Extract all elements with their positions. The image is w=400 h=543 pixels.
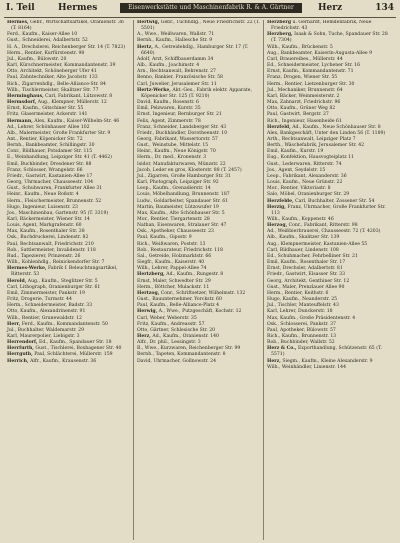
directory-entry <box>7 359 130 365</box>
entry-text: Akt.-Ges., Fabrik elektr. Apparate, Köpenicker Str. 125 (T. 9210) <box>141 87 252 99</box>
entry-text: Max, Kaufm., Alte Schönhauser Str. 5 <box>137 210 225 216</box>
entry-text: Fabrik f. Beleuchtungsartikel, Ritterstr. 53 <box>11 266 118 278</box>
entry-text: Ferd., Kaufm., Kommandantenstr. 50 <box>21 321 108 327</box>
entry-text: Jacob, Leder en gros, Klosterstr. 88 (T. 2457) <box>137 167 242 173</box>
entry-text: Carl, Weber, Weberstr. 35 <box>137 315 197 321</box>
entry-text: Otto, Architekt, Schöneberger Ufer 41 <box>7 69 97 75</box>
entry-name: Herold, <box>7 278 27 284</box>
entry-name: Herzfeld, <box>267 124 291 130</box>
entry-text: Alb., Malermeister, Große Frankfurter Str. 9 <box>7 130 111 136</box>
entry-text: Gust., Maler, Prenzlauer Allee 90 <box>267 284 345 290</box>
entry-text: Carl, Buchhalter, Zossener Str. 54 <box>295 198 375 204</box>
directory-entry <box>267 365 391 371</box>
entry-text: Leop., Fabrikant, Alexanderstr. 36 <box>267 173 347 179</box>
entry-name: Hertzog, <box>137 290 160 296</box>
entry-text: Conr., Schriftsetzer, Wilhelmstr. 132 <box>160 290 246 296</box>
entry-text: Carl, Brauereibes., Müllerstr. 44 <box>267 56 343 62</box>
entry-name: Herzberg <box>267 20 292 25</box>
entry-name: Herzberg, <box>267 32 293 38</box>
entry-text: Emil, Buchbinder, Dresdener Str. 88 <box>7 161 92 167</box>
entry-text: A., Wwe., Weißwaren, Wallstr. 71 <box>137 32 215 38</box>
entry-text: Herm., Dr. med., Kronenstr. 3 <box>137 155 207 161</box>
entry-text: Georg, Architekt, Genthiner Str. 12 <box>267 278 350 284</box>
entry-text: Hugo, Ingenieur, Luisenstr. 23 <box>7 204 78 210</box>
entry-text: Gust., Tischlerei, Boxhagener Str. 40 <box>35 346 122 352</box>
entry-text: Herm., Rentier, Lietzenburger Str. 30 <box>267 81 355 87</box>
directory-entry <box>267 32 391 44</box>
entry-text: Rich., Kaufm., Brunnenstr. 13 <box>267 333 337 339</box>
entry-text: Aug., Klempnermeister, Kastanien-Allee 55 <box>267 241 368 247</box>
keyword-left: Hermes <box>58 3 98 13</box>
entry-text: Wilh., Rentier, Grunewaldstr. 12 <box>7 315 82 321</box>
entry-name: Herwig, <box>137 309 158 315</box>
entry-text: Emil, Zimmermeister, Pankstr. 19 <box>7 290 85 296</box>
entry-text: Paul, Rechtsanwalt, Friedrichstr. 210 <box>7 241 94 247</box>
entry-text: Herm., Rentier, Kurfürstenstr. 98 <box>7 50 85 56</box>
entry-name: Herminghaus, <box>7 93 44 99</box>
entry-text: Ernst, Kaufm., Gitschiner Str. 55 <box>7 106 84 112</box>
entry-text: Heinr., Kaufm., Neue Königstr. 70 <box>137 149 216 155</box>
entry-text: Bernh., Bankbeamter, Schillingstr. 30 <box>7 143 95 149</box>
entry-name: Herr, <box>7 321 21 327</box>
entry-text: Conr., Fabrikant, Ritterstr. 98 <box>288 223 358 229</box>
entry-text: Franz, Drogen, Wiener Str. 55 <box>267 75 338 81</box>
entry-text: Leop., Kaufm., Grenadierstr. 14 <box>137 186 211 192</box>
entry-text: Carl, Juwelier, Jerusalemer Str. 11 <box>137 81 217 87</box>
entry-text: Rob., Buchbinder, Wallstr. 52 <box>267 340 335 346</box>
directory-entry <box>7 266 130 278</box>
column-2 <box>134 20 264 540</box>
entry-text: Georg, Fabrikant, Wassertorstr. 57 <box>137 136 218 142</box>
entry-text: Jul., Tischler, Manteuffelstr. 43 <box>267 303 339 309</box>
entry-text: Wilh., Kaufm., Brückenstr. 5 <box>267 44 333 50</box>
directory-entry <box>7 20 130 32</box>
entry-text: Louis, Kaufm., Neue Grünstr. 22 <box>267 180 343 186</box>
entry-text: Aug., Klempner, Müllerstr. 12 <box>37 100 107 106</box>
entry-text: Jos., Maschinenbau, Gartenstr. 95 (T. 3319) <box>7 210 109 216</box>
part-label: I. Teil <box>6 3 35 13</box>
entry-text: Eug., Konfektion, Hausvogteiplatz 11 <box>267 155 354 161</box>
entry-text: Mor., Rentier, Viktoriastr. 8 <box>267 186 331 192</box>
entry-text: Otto, Kaufm., Grüner Weg 82 <box>267 106 336 112</box>
entry-text: Franz, Schlosser, Wrangelstr. 66 <box>7 167 83 173</box>
entry-text: Emil, Kaufm., Rosenthaler Str. 17 <box>267 260 346 266</box>
entry-text: Isidor, Manufakturwaren, Münzstr. 22 <box>137 161 226 167</box>
entry-text: Friedr., Buchhändler, Dorotheenstr. 10 <box>137 130 228 136</box>
entry-text: Louis, Möbelhandlung, Brunnenstr. 187 <box>137 192 230 198</box>
columns-container <box>4 20 396 540</box>
entry-name: Hertzberg, <box>137 272 165 278</box>
entry-text: Bernh., Tapeten, Kommandantenstr. 8 <box>137 352 226 358</box>
entry-name: Herzfelde, <box>267 198 294 204</box>
entry-text: Gust., Lederwaren, Ritterstr. 74 <box>267 161 342 167</box>
entry-text: Carl, Bildhauer, Lindenstr. 108 <box>267 247 339 253</box>
entry-text: Karl, Bäcker, Weinmeisterstr. 2 <box>267 93 340 99</box>
entry-text: Paul, Schlächterei, Müllerstr. 159 <box>34 352 113 358</box>
entry-text: Max, Zahnarzt, Friedrichstr. 96 <box>267 100 341 106</box>
entry-text: Siegfr., Kaufm., Kaiserstr. 40 <box>137 260 205 266</box>
entry-text: Berth., Wäschefabrik, Jerusalemer Str. 42 <box>267 143 365 149</box>
entry-text: Ernst, Drechsler, Adalbertstr. 81 <box>267 266 343 272</box>
entry-text: Ad., Kaufm., Neue Schönhauser Str. 8 <box>292 124 381 130</box>
entry-text: Martin, Baumeister, Lützowufer 19 <box>137 204 219 210</box>
entry-name: Hermann, <box>7 118 33 124</box>
entry-name: Hermes-Werke, <box>7 266 47 272</box>
directory-entry <box>267 20 391 32</box>
entry-text: Gust., Bauunternehmer, Yorckstr. 60 <box>137 297 222 303</box>
entry-text: E., Weinhandlung, Leipziger Str. 41 (T. 4462) <box>7 155 112 161</box>
entry-name: Hertz, <box>137 44 154 50</box>
entry-text: A., Getreidehdlg., Hamburger Str. 17 (T. 6640) <box>141 44 249 56</box>
entry-text: Alex, Bankgeschäft, Unter den Linden 56 (T. 1189) <box>267 130 386 136</box>
entry-text: Jos., Agent, Seydelstr. 15 <box>267 167 326 173</box>
entry-text: Sal., Getreide, Holzmarktstr. 66 <box>137 253 212 259</box>
entry-name: Herrendorf, <box>7 340 38 346</box>
entry-text: Ernst, Ingenieur, Bernburger Str. 21 <box>137 112 222 118</box>
entry-text: Franz, Schneider, Landsberger Str. 43 <box>137 124 227 130</box>
entry-text: Friedr., Gastwirt, Kastanien-Allee 17 <box>7 173 93 179</box>
entry-name: Herz, <box>267 358 281 364</box>
entry-text: Jul., Kaufm., Bülowstr. 20 <box>7 56 67 62</box>
entry-text: Jul., Buchhalter, Waldemarstr. 29 <box>7 327 84 333</box>
entry-text: u. Gerhardt, Hemdenfabrik, Neue Friedrichstr. 43 <box>271 20 372 32</box>
entry-text: Osk., Schlosserei, Pankstr. 37 <box>267 321 336 327</box>
entry-text: Ad., Kaufm., Oranienstr. 140 <box>152 333 219 339</box>
column-1 <box>4 20 134 540</box>
entry-text: Nathan, Eisenwaren, Stralauer Str. 47 <box>137 223 227 229</box>
entry-text: Siegm., Kaufm., Kleine Alexanderstr. 9 <box>282 358 373 364</box>
entry-text: Herm., Böttcher, Mulackstr. 11 <box>137 284 210 290</box>
entry-text: Ed., Schuhmacher, Fehrbelliner Str. 21 <box>267 253 358 259</box>
entry-text: Alex, Kaufm., Kaiser-Wilhelm-Str. 46 <box>34 118 120 124</box>
entry-text: Rich., Ingenieur, Hasenheide 61 <box>267 118 342 124</box>
entry-text: Bernh., Kaufm., Hallesche Str. 9 <box>137 38 213 44</box>
entry-text: Ed., Kaufm., Spandauer Str. 18 <box>39 340 112 346</box>
entry-text: Ad., Kaufm., Rungestr. 8 <box>166 272 224 278</box>
entry-text: Herm., Fleischermeister, Brunnenstr. 52 <box>7 198 102 204</box>
directory-entry <box>137 359 260 365</box>
entry-text: Otto, Gärtner, Schlesische Str. 20 <box>137 327 216 333</box>
page-header <box>0 0 400 16</box>
entry-text: Alb., Kaufm., Skalitzer Str. 139 <box>267 235 340 241</box>
directory-entry <box>137 20 260 32</box>
entry-text: Karl, Kürschnermeister, Kommandantenstr. 39 <box>7 63 116 69</box>
entry-text: Gust., Schneiderei, Adalbertstr. 52 <box>7 38 88 44</box>
entry-text: Max, Kaufm., Große Präsidentenstr. 4 <box>267 315 356 321</box>
entry-name: Herrich, <box>7 358 29 364</box>
entry-text: Rud., Tapezierer, Prinzenstr. 26 <box>7 253 81 259</box>
entry-text: Gebr., Tuchhdlg., Neue Friedrichstr. 22 (T. 5501) <box>141 20 260 32</box>
entry-text: Arth., Rechtsanwalt, Leipziger Platz 7 <box>267 136 356 142</box>
entry-text: Ant., Rentier, Köpenicker Str. 72 <box>7 136 83 142</box>
column-3 <box>264 20 394 540</box>
entry-name: Hertz-Werke, <box>137 87 171 93</box>
entry-text: Isaak & Sohn, Tuche, Spandauer Str. 28 (T. 7304) <box>271 32 388 44</box>
entry-name: Herrfurth, <box>7 346 34 352</box>
entry-text: Gust., Weinstube, Mittelstr. 15 <box>137 143 209 149</box>
entry-name: Herzog, <box>267 223 288 229</box>
entry-text: Emil, Kaufm., Kurstr. 19 <box>267 149 324 155</box>
entry-text: Paul, Zahntechniker, Alte Jacobstr. 133 <box>7 75 98 81</box>
advertisement-banner: Eisenwerkstätte und Maschinenfabrik R. & A. Gärtner <box>120 3 302 13</box>
entry-text: Exporthandlung, Schützenstr. 65 (T. 5571) <box>271 346 382 358</box>
entry-text: Adolf, Arzt, Schiffbauerdamm 34 <box>137 56 214 62</box>
entry-text: Herm., Rentier, Keithstr. 6 <box>267 290 329 296</box>
entry-text: Ad., Weißbierbrauerei, Chausseestr. 72 (T. 4203) <box>267 229 381 235</box>
entry-text: Alb., Kaufm., Joachimstr. 4 <box>137 63 200 69</box>
entry-text: Aug., Kaufm., Steglitzer Str. 5 <box>27 278 98 284</box>
entry-text: Heinr., Kaufm., Neue Roßstr. 4 <box>7 192 79 198</box>
entry-text: Paul, Kaufm., Belle-Alliance-Platz 4 <box>137 303 220 309</box>
entry-text: Ed., Schneidermeister, Lychener Str. 16 <box>267 63 361 69</box>
entry-text: Ludw., Goldarbeiter, Spandauer Str. 61 <box>137 198 229 204</box>
entry-text: Arn., Rechtsanwalt, Behrenstr. 27 <box>137 69 216 75</box>
entry-text: Aug., Bankbeamter, Kaiserin-Augusta-Allee 9 <box>267 50 373 56</box>
entry-text: Emil, Pelzwaren, Kurstr. 35 <box>137 106 201 112</box>
entry-text: A., Wwe., Putzgeschäft, Kochstr. 12 <box>158 309 242 315</box>
entry-text: Fritz, Glasermeister, Ackerstr. 141 <box>7 112 88 118</box>
entry-text: Mor., Rentier, Tiergartenstr. 28 <box>137 217 210 222</box>
entry-text: Friedr., Gastwirt, Elsasser Str. 33 <box>267 272 346 278</box>
entry-text: Wilh., Weinhändler, Linienstr. 144 <box>267 364 347 370</box>
entry-text: Paul, Apotheker, Bülowstr. 57 <box>267 327 336 333</box>
entry-text: Wilh., Lehrer, Pappel-Allee 74 <box>137 266 207 272</box>
entry-text: Wilh., Kaufm., Koppenstr. 46 <box>267 217 334 222</box>
entry-text: Ernst, Maler, Schwedter Str. 29 <box>137 278 211 284</box>
entry-text: Paul, Gastwirt, Bergstr. 27 <box>267 112 329 118</box>
entry-text: Osk., Apotheker, Chausseestr. 23 <box>137 229 214 235</box>
entry-text: Hugo, Kaufm., Neanderstr. 25 <box>267 297 338 303</box>
entry-name: Herz, <box>137 333 151 339</box>
entry-text: Gebr., Wirtschaftsartikel, Oranienstr. 36 (T. 8164) <box>11 20 124 32</box>
entry-text: Wilh., Kohlenhdlg., Reinickendorfer Str. 7 <box>7 260 105 266</box>
entry-text: Karl, Lehrer, Dunckerstr. 18 <box>267 309 333 315</box>
entry-text: Paul, Kaufm., Gipsstr. 9 <box>137 235 192 241</box>
entry-name: Herrguth, <box>7 352 33 358</box>
entry-name: Hertwig, <box>137 20 160 25</box>
page-number: 134 <box>375 3 394 13</box>
keyword-right: Herz <box>318 3 343 13</box>
entry-text: Georg, Uhrmacher, Chausseestr. 104 <box>7 180 94 186</box>
entry-text: Alfr., Kaufm., Krausenstr. 36 <box>30 358 97 364</box>
directory-entry <box>267 346 391 358</box>
entry-text: Franz, Uhrmacher, Große Frankfurter Str. 113 <box>271 204 386 216</box>
entry-text: Alfr., Dr. phil., Lessingstr. 3 <box>137 340 201 346</box>
entry-text: Jul., Zigarren, Große Hamburger Str. 31 <box>137 173 231 179</box>
directory-entry <box>137 45 260 57</box>
entry-text: Max, Kaufm., Rosenthaler Str. 38 <box>7 229 85 235</box>
entry-text: Salo, Möbel, Oranienburger Str. 29 <box>267 192 350 198</box>
directory-entry <box>267 205 391 217</box>
entry-text: Benno, Bankier, Französische Str. 58 <box>137 75 223 81</box>
entry-text: Karl, Bäckermeister, Wiener Str. 14 <box>7 217 90 222</box>
entry-text: Ernst, Kaufm., Kommandantenstr. 71 <box>267 69 354 75</box>
entry-text: Rob., Sattlermeister, Invalidenstr. 118 <box>7 247 96 253</box>
entry-text: David, Uhrmacher, Gollnowstr. 24 <box>137 358 217 364</box>
entry-text: Osk., Buchdruckerei, Lindenstr. 82 <box>7 235 89 241</box>
entry-text: Fritz, Drogerie, Turmstr. 44 <box>7 297 72 303</box>
entry-text: H. A., Drechslerei, Reichenberger Str. 14 (T. 7823) <box>7 44 126 50</box>
entry-name: Hermsdorf, <box>7 100 37 106</box>
entry-text: Louis, Agent, Markgrafenstr. 60 <box>7 223 82 229</box>
entry-name: Hermes, <box>7 20 29 25</box>
entry-text: Ad., Lehrer, Schönhauser Allee 102 <box>7 124 90 130</box>
entry-text: Rich., Weißwaren, Poststr. 13 <box>137 241 206 247</box>
entry-text: Carl, Lithograph, Oranienburger Str. 61 <box>7 284 101 290</box>
entry-text: Karl, Photograph, Leipziger Str. 92 <box>137 180 219 186</box>
entry-text: B., Wwe., Kurzwaren, Reichenberger Str. 99 <box>137 346 241 352</box>
entry-text: Carl, Fabrikant, Lützowstr. 8 <box>45 93 113 99</box>
entry-text: Gust., Schuhwaren, Frankfurter Allee 31 <box>7 186 103 192</box>
entry-name: Herz & Co., <box>267 346 297 352</box>
directory-entry <box>137 88 260 100</box>
entry-text: Fritz, Kaufm., Andreasstr. 57 <box>137 321 205 327</box>
entry-text: Otto, Kaufm., Alexandrinenstr. 91 <box>7 309 86 315</box>
entry-text: Karl, Maurerpolier, Liebigstr. 3 <box>7 333 80 339</box>
entry-text: Rich., Zigarrenhdlg., Belle-Alliance-Str. 84 <box>7 81 106 87</box>
entry-text: Wilh., Tischlermeister, Skalitzer Str. 77 <box>7 87 99 93</box>
entry-name: Herzig, <box>267 204 286 210</box>
entry-text: Jul., Mechaniker, Brunnenstr. 64 <box>267 87 343 93</box>
entry-text: Herm., Schneidermeister, Badstr. 33 <box>7 303 93 309</box>
entry-text: Rob., Restaurateur, Friedrichstr. 118 <box>137 247 223 253</box>
entry-text: Conr., Bildhauer, Potsdamer Str. 115 <box>7 149 93 155</box>
entry-text: David, Kaufm., Rosenstr. 6 <box>137 100 199 106</box>
entry-text: Felix, Agent, Zimmerstr. 78 <box>137 118 201 124</box>
header-rule <box>4 17 396 18</box>
entry-text: Ferd., Kaufm., Kaiser-Allee 10 <box>7 32 78 38</box>
